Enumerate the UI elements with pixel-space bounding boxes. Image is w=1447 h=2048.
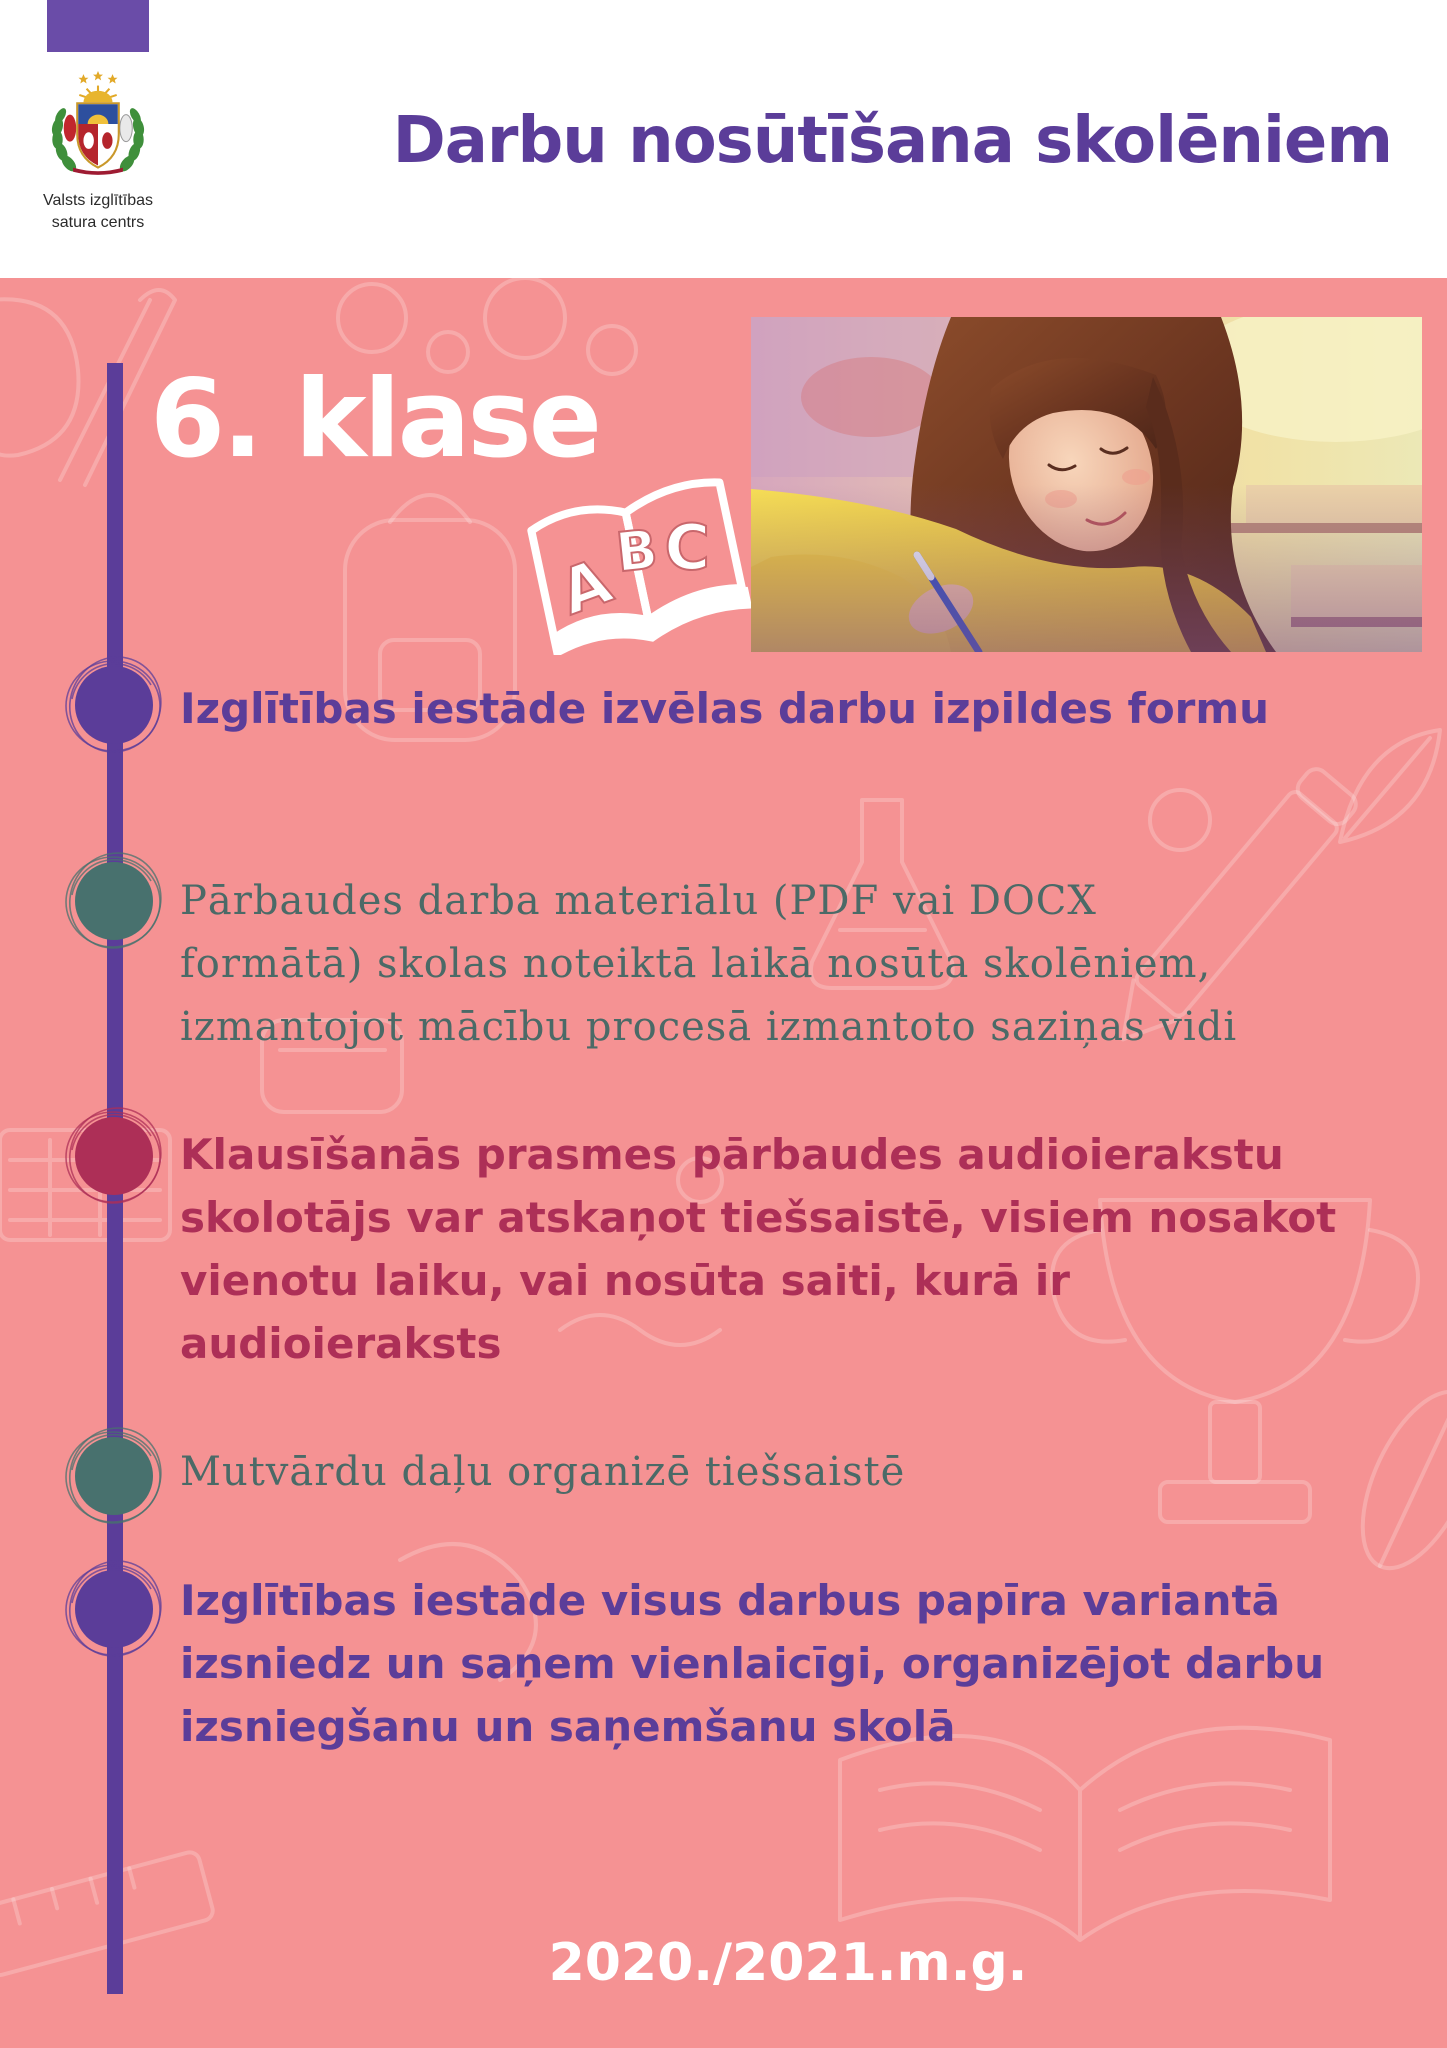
timeline-step-3 bbox=[180, 1123, 1336, 1375]
step-text-line: formātā) skolas noteiktā laikā nosūta skolēniem, bbox=[180, 941, 1212, 987]
coat-of-arms-icon bbox=[46, 70, 150, 178]
organization-name-line: satura centrs bbox=[51, 214, 145, 231]
step-text-line: Pārbaudes darba materiālu (PDF vai DOCX bbox=[180, 878, 1097, 924]
step-text-line: Izglītības iestāde izvēlas darbu izpildes formu bbox=[180, 684, 1270, 733]
circle-marker-icon bbox=[54, 1416, 174, 1536]
circle-marker-icon bbox=[54, 1096, 174, 1216]
circle-marker-icon bbox=[54, 841, 174, 961]
abc-letter-b: B bbox=[613, 517, 661, 585]
circle-marker-icon bbox=[54, 645, 174, 765]
abc-letter-c: C bbox=[664, 511, 711, 585]
step-text-line: izsniegšanu un saņemšanu skolā bbox=[180, 1702, 956, 1751]
step-text-line: izsniedz un saņem vienlaicīgi, organizējot darbu bbox=[180, 1639, 1325, 1688]
header bbox=[0, 0, 1447, 278]
timeline-step-1 bbox=[180, 677, 1269, 740]
timeline-step-5 bbox=[180, 1569, 1324, 1758]
student-photo bbox=[751, 317, 1422, 652]
organization-name bbox=[0, 190, 196, 234]
abc-letter-a: A bbox=[550, 544, 621, 630]
circle-marker-icon bbox=[54, 1549, 174, 1669]
timeline-step-2 bbox=[180, 870, 1237, 1059]
organization-name-line: Valsts izglītības bbox=[43, 192, 153, 209]
step-text-line: Klausīšanās prasmes pārbaudes audioierakstu bbox=[180, 1130, 1284, 1179]
step-text-line: skolotājs var atskaņot tiešsaistē, visiem nosakot bbox=[180, 1193, 1337, 1242]
step-text-line: Izglītības iestāde visus darbus papīra variantā bbox=[180, 1576, 1280, 1625]
abc-book-icon bbox=[516, 450, 751, 655]
timeline-step-4 bbox=[180, 1441, 905, 1504]
grade-heading: 6. klase bbox=[150, 357, 600, 482]
school-year: 2020./2021.m.g. bbox=[548, 1933, 1028, 1993]
step-text-line: Mutvārdu daļu organizē tiešsaistē bbox=[180, 1449, 906, 1495]
step-text-line: izmantojot mācību procesā izmantoto saziņas vidi bbox=[180, 1004, 1238, 1050]
page-title: Darbu nosūtīšana skolēniem bbox=[392, 104, 1392, 178]
step-text-line: vienotu laiku, vai nosūta saiti, kurā ir bbox=[180, 1256, 1070, 1305]
accent-bar bbox=[47, 0, 149, 52]
step-text-line: audioieraksts bbox=[180, 1319, 502, 1368]
